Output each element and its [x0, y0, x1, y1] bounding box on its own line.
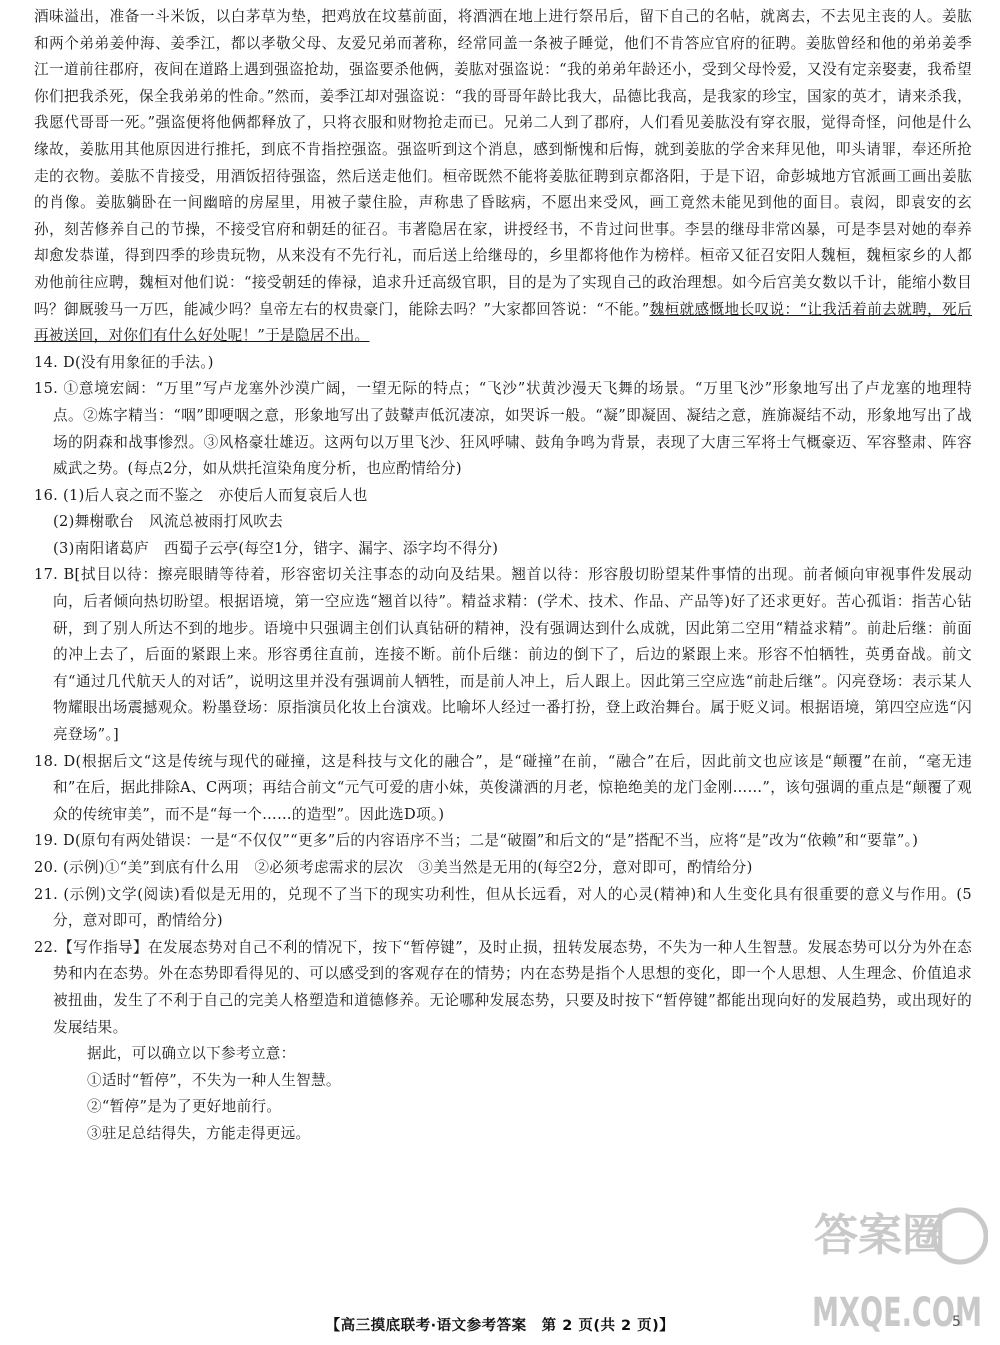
answer-18: 18. D(根据后文“这是传统与现代的碰撞，这是科技与文化的融合”，是“碰撞”在前，“融合”在后，因此前文也应该是“颠覆”在前，“毫无违和”在后，据此排除A、C两项；再结合前文“元气可爱的唐小妹，英俊潇洒的月老，惊艳绝美的龙门金刚……”，该句强调的重点是“颠覆了观众的传统审美”，而不是“每一个……的造型”。因此选D项。) — [34, 752, 972, 823]
answer-17: 17. B[拭目以待：擦亮眼睛等待着，形容密切关注事态的动向及结果。翘首以待：形容殷切盼望某件事情的出现。前者倾向审视事件发展动向，后者倾向热切盼望。根据语境，第一空应选“翘首以待”。精益求精：(学术、技术、作品、产品等)好了还求更好。苦心孤诣：指苦心钻研，到了别人所达不到的地步。语境中只强调主创们认真钻研的精神，没有强调达到什么成就，因此第二空用“精益求精”。前赴后继：前面的冲上去了，后面的紧跟上来。形容勇往直前，连接不断。前仆后继：前边的倒下了，后边的紧跟上来。形容不怕牺牲，英勇奋战。前文有“通过几代航天人的对话”，说明这里并没有强调前人牺牲，而是前人冲上，后人跟上。因此第三空应选“前赴后继”。闪亮登场：表示某人物耀眼出场震撼观众。粉墨登场：原指演员化妆上台演戏。比喻坏人经过一番打扮，登上政治舞台。属于贬义词。根据语境，第四空应选“闪亮登场”。] — [34, 566, 972, 744]
answer-16-2: (2)舞榭歌台 风流总被雨打风吹去 — [53, 513, 284, 531]
page-footer — [0, 1314, 1000, 1335]
answer-20: 20. (示例)①“美”到底有什么用 ②必须考虑需求的层次 ③美当然是无用的(每空2分，意对即可，酌情给分) — [34, 859, 753, 876]
answer-22-lead: 据此，可以确立以下参考立意： — [87, 1045, 296, 1063]
answer-22: 22.【写作指导】在发展态势对自己不利的情况下，按下“暂停键”，及时止损，扭转发展态势，不失为一种人生智慧。发展态势可以分为外在态势和内在态势。外在态势即看得见的、可以感受到的客观存在的情势；内在态势是指个人思想的变化，即一个人思想、人生理念、价值追求被扭曲，发生了不利于自己的完美人格塑造和道德修养。无论哪种发展态势，只要及时按下“暂停键”都能出现向好的发展趋势，或出现好的发展结果。 — [34, 938, 972, 1036]
underlined-sentence: 魏桓就感慨地长叹说：“让我活着前去就聘，死后再被送回，对你们有什么好处呢！”于是隐居不出。 — [34, 300, 972, 345]
answer-16-3: (3)南阳诸葛庐 西蜀子云亭(每空1分，错字、漏字、添字均不得分) — [53, 539, 499, 557]
answer-22-option-2: ②“暂停”是为了更好地前行。 — [87, 1098, 282, 1116]
footer-text: 【高三摸底联考·语文参考答案 第 2 页(共 2 页)】 — [325, 1318, 675, 1334]
answer-body — [34, 4, 972, 1148]
answer-22-option-3: ③驻足总结得失，方能走得更远。 — [87, 1124, 311, 1142]
answer-15: 15. ①意境宏阔：“万里”写卢龙塞外沙漠广阔，一望无际的特点；“飞沙”状黄沙漫天飞舞的场景。“万里飞沙”形象地写出了卢龙塞的地理特点。②炼字精当：“咽”即哽咽之意，形象地写出了鼓鼙声低沉凄凉，如哭诉一般。“凝”即凝固、凝结之意，旌旆凝结不动，形象地写出了战场的阴森和战事惨烈。③风格豪壮雄迈。这两句以万里飞沙、狂风呼啸、鼓角争鸣为背景，表现了大唐三军将士气概豪迈、军容整肃、阵容威武之势。(每点2分，如从烘托渲染角度分析，也应酌情给分) — [34, 380, 972, 478]
answer-19: 19. D(原句有两处错误：一是“不仅仅”“更多”后的内容语序不当；二是“破圈”和后文的“是”搭配不当，应将“是”改为“依赖”和“要靠”。) — [34, 832, 919, 850]
watermark-url-text: MXQE.COM — [812, 1290, 982, 1336]
translation-paragraph — [34, 4, 972, 350]
answer-16-1: 16. (1)后人哀之而不鉴之 亦使后人而复哀后人也 — [34, 486, 368, 504]
answer-21: 21. (示例)文学(阅读)看似是无用的，兑现不了当下的现实功利性，但从长远看，对人的心灵(精神)和人生变化具有很重要的意义与作用。(5分，意对即可，酌情给分) — [34, 885, 972, 930]
answer-14: 14. D(没有用象征的手法。) — [34, 353, 214, 371]
corner-page-number: 5 — [952, 1314, 961, 1330]
translation-text: 酒味溢出，准备一斗米饭，以白茅草为垫，把鸡放在坟墓前面，将酒洒在地上进行祭吊后，留下自己的名帖，就离去，不去见主丧的人。姜肱和两个弟弟姜仲海、姜季江，都以孝敬父母、友爱兄弟而著称，经常同盖一条被子睡觉，他们不肯答应官府的征聘。姜肱曾经和他的弟弟姜季江一道前往郡府，夜间在道路上遇到强盗抢劫，强盗要杀他俩，姜肱对强盗说：“我的弟弟年龄还小，受到父母怜爱，又没有定亲娶妻，我希望你们把我杀死，保全我弟弟的性命。”然而，姜季江却对强盗说：“我的哥哥年龄比我大，品德比我高，是我家的珍宝，国家的英才，请来杀我，我愿代哥哥一死。”强盗便将他俩都释放了，只将衣服和财物抢走而已。兄弟二人到了郡府，人们看见姜肱没有穿衣服，觉得奇怪，问他是什么缘故，姜肱用其他原因进行推托，到底不肯指控强盗。强盗听到这个消息，感到惭愧和后悔，就到姜肱的学舍来拜见他，叩头请罪，奉还所抢走的衣物。姜肱不肯接受，用酒饭招待强盗，然后送走他们。桓帝既然不能将姜肱征聘到京都洛阳，于是下诏，命彭城地方官派画工画出姜肱的肖像。姜肱躺卧在一间幽暗的房屋里，用被子蒙住脸，声称患了昏眩病，不愿出来受风，画工竟然未能见到他的面目。袁闳，即袁安的玄孙，刻苦修养自己的节操，不接受官府和朝廷的征召。韦著隐居在家，讲授经书，不肯过问世事。李昙的继母非常凶暴，可是李昙对她的奉养却愈发恭谨，得到四季的珍贵玩物，从来没有不先行礼，而后送上给继母的，乡里都将他作为榜样。桓帝又征召安阳人魏桓，魏桓家乡的人都劝他前往应聘，魏桓对他们说：“接受朝廷的俸禄，追求升迁高级官职，目的是为了实现自己的政治理想。如今后宫美女数以千计，能缩小数目吗？御厩骏马一万匹，能减少吗？皇帝左右的权贵豪门，能除去吗？”大家都回答说：“不能。” — [34, 8, 972, 318]
answer-22-option-1: ①适时“暂停”，不失为一种人生智慧。 — [87, 1071, 341, 1089]
watermark-logo-text: 答案圈 — [814, 1210, 946, 1261]
